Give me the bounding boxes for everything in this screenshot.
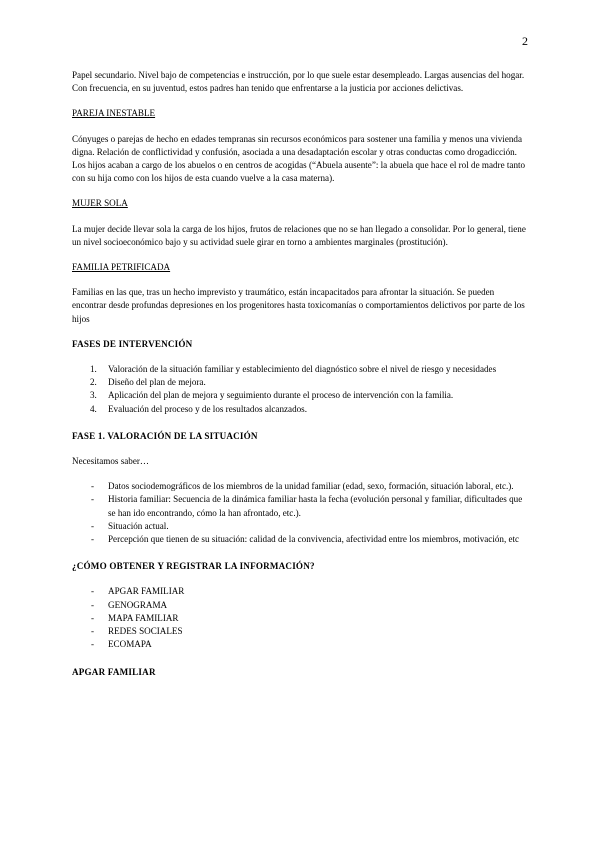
list-item: - Datos sociodemográficos de los miembros de la unidad familiar (edad, sexo, formación, situación laboral, etc.). [91, 481, 514, 492]
mujer-paragraph: La mujer decide llevar sola la carga de los hijos, frutos de relaciones que no se han llegado a consolidar. Por lo general, tiene un nivel socioeconómico bajo y su actividad suele girar en torno a ambientes marginales (prostitución). [72, 223, 526, 247]
pareja-heading: PAREJA INESTABLE [72, 108, 156, 119]
fase1-lead: Necesitamos saber… [72, 456, 150, 467]
list-item: - Situación actual. [91, 520, 169, 531]
mujer-heading: MUJER SOLA [72, 198, 128, 209]
page-content [72, 69, 526, 679]
fases-list [72, 363, 526, 416]
familia-heading: FAMILIA PETRIFICADA [72, 262, 171, 273]
intro-paragraph: Papel secundario. Nivel bajo de competencias e instrucción, por lo que suele estar desempleado. Largas ausencias del hogar. Con frecuencia, en su juventud, estos padres han tenido que enfrentarse a la justicia por acciones delictivas. [72, 70, 525, 94]
list-item: 4. Evaluación del proceso y de los resultados alcanzados. [90, 403, 307, 414]
pareja-paragraph: Cónyuges o parejas de hecho en edades tempranas sin recursos económicos para sostener una familia y menos una vivienda digna. Relación de conflictividad y confusión, asociada a una desadaptación escolar y otras conductas como drogadicción. Los hijos acaban a cargo de los abuelos o en centros de acogidas (“Abuela ausente”: la abuela que hace el rol de madre tanto con su hija como con los hijos de esta cuando vuelve a la casa materna). [72, 133, 526, 184]
fase1-heading: FASE 1. VALORACIÓN DE LA SITUACIÓN [72, 430, 258, 441]
fases-heading: FASES DE INTERVENCIÓN [72, 338, 193, 349]
fase1-list [72, 480, 526, 546]
obtener-heading: ¿CÓMO OBTENER Y REGISTRAR LA INFORMACIÓN? [72, 561, 315, 572]
list-item: - Historia familiar: Secuencia de la dinámica familiar hasta la fecha (evolución personal y familiar, dificultades que se han ido encontrando, cómo la han afrontado, etc.). [91, 494, 523, 518]
list-item: - Percepción que tienen de su situación: calidad de la convivencia, afectividad entre los miembros, motivación, etc [91, 534, 520, 545]
list-item: - APGAR FAMILIAR [91, 586, 185, 597]
familia-paragraph: Familias en las que, tras un hecho imprevisto y traumático, están incapacitados para afrontar la situación. Se pueden encontrar desde profundas depresiones en los progenitores hasta toxicomanías o comportamientos delictivos por parte de los hijos [72, 287, 525, 324]
apgar-heading: APGAR FAMILIAR [72, 666, 156, 677]
list-item: - REDES SOCIALES [91, 626, 183, 637]
page-number: 2 [522, 34, 528, 48]
list-item: 1. Valoración de la situación familiar y establecimiento del diagnóstico sobre el nivel de riesgo y necesidades [90, 364, 497, 375]
list-item: - MAPA FAMILIAR [91, 612, 179, 623]
list-item: 3. Aplicación del plan de mejora y seguimiento durante el proceso de intervención con la familia. [90, 390, 454, 401]
obtener-list [72, 585, 526, 651]
list-item: 2. Diseño del plan de mejora. [90, 377, 206, 388]
list-item: - ECOMAPA [91, 639, 152, 650]
list-item: - GENOGRAMA [91, 599, 168, 610]
